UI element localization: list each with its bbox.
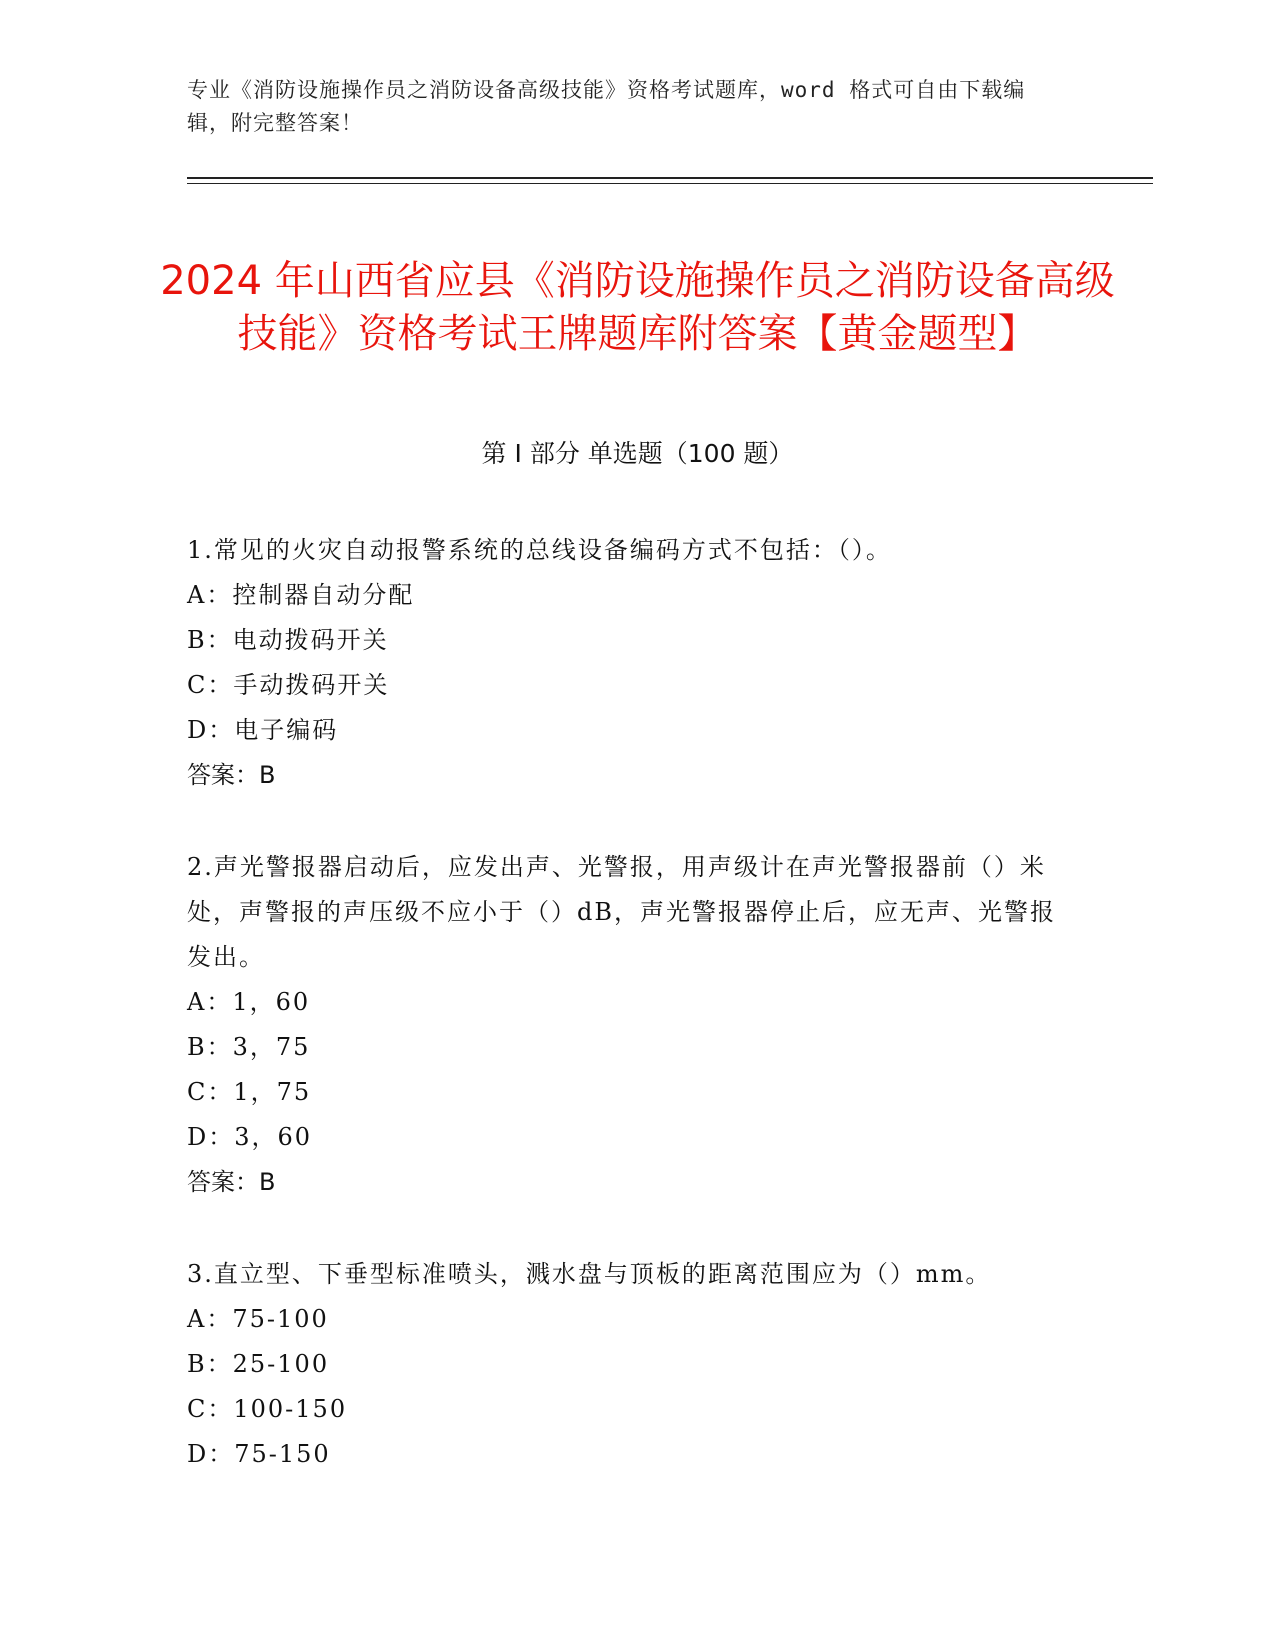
option-a: A：1，60 bbox=[187, 988, 311, 1016]
option-c: C：手动拨码开关 bbox=[187, 671, 390, 699]
header-note: 专业《消防设施操作员之消防设备高级技能》资格考试题库，word 格式可自由下载编辑，附完整答案！ bbox=[187, 78, 1026, 135]
question-2 bbox=[187, 845, 1067, 1205]
question-text: 1.常见的火灾自动报警系统的总线设备编码方式不包括：（）。 bbox=[187, 536, 892, 564]
question-text: 2.声光警报器启动后，应发出声、光警报，用声级计在声光警报器前（）米处，声警报的声压级不应小于（）dB，声光警报器停止后，应无声、光警报发出。 bbox=[187, 853, 1056, 971]
document-title: 2024 年山西省应县《消防设施操作员之消防设备高级技能》资格考试王牌题库附答案【黄金题型】 bbox=[160, 257, 1115, 357]
option-c: C：100-150 bbox=[187, 1395, 348, 1423]
question-list bbox=[187, 528, 1067, 1477]
option-b: B：25-100 bbox=[187, 1350, 330, 1378]
option-d: D：75-150 bbox=[187, 1440, 331, 1468]
header-divider bbox=[187, 177, 1153, 179]
question-1 bbox=[187, 528, 1067, 798]
header-divider-thin bbox=[187, 183, 1153, 184]
answer: 答案：B bbox=[187, 1168, 276, 1196]
option-c: C：1，75 bbox=[187, 1078, 312, 1106]
answer: 答案：B bbox=[187, 761, 276, 789]
question-text: 3.直立型、下垂型标准喷头，溅水盘与顶板的距离范围应为（）mm。 bbox=[187, 1260, 992, 1288]
option-a: A：75-100 bbox=[187, 1305, 329, 1333]
section-title: 第 I 部分 单选题（100 题） bbox=[481, 439, 794, 468]
option-b: B：电动拨码开关 bbox=[187, 626, 389, 654]
question-3 bbox=[187, 1252, 1067, 1477]
option-d: D：3，60 bbox=[187, 1123, 313, 1151]
option-a: A：控制器自动分配 bbox=[187, 581, 415, 609]
option-b: B：3，75 bbox=[187, 1033, 311, 1061]
option-d: D：电子编码 bbox=[187, 716, 339, 744]
